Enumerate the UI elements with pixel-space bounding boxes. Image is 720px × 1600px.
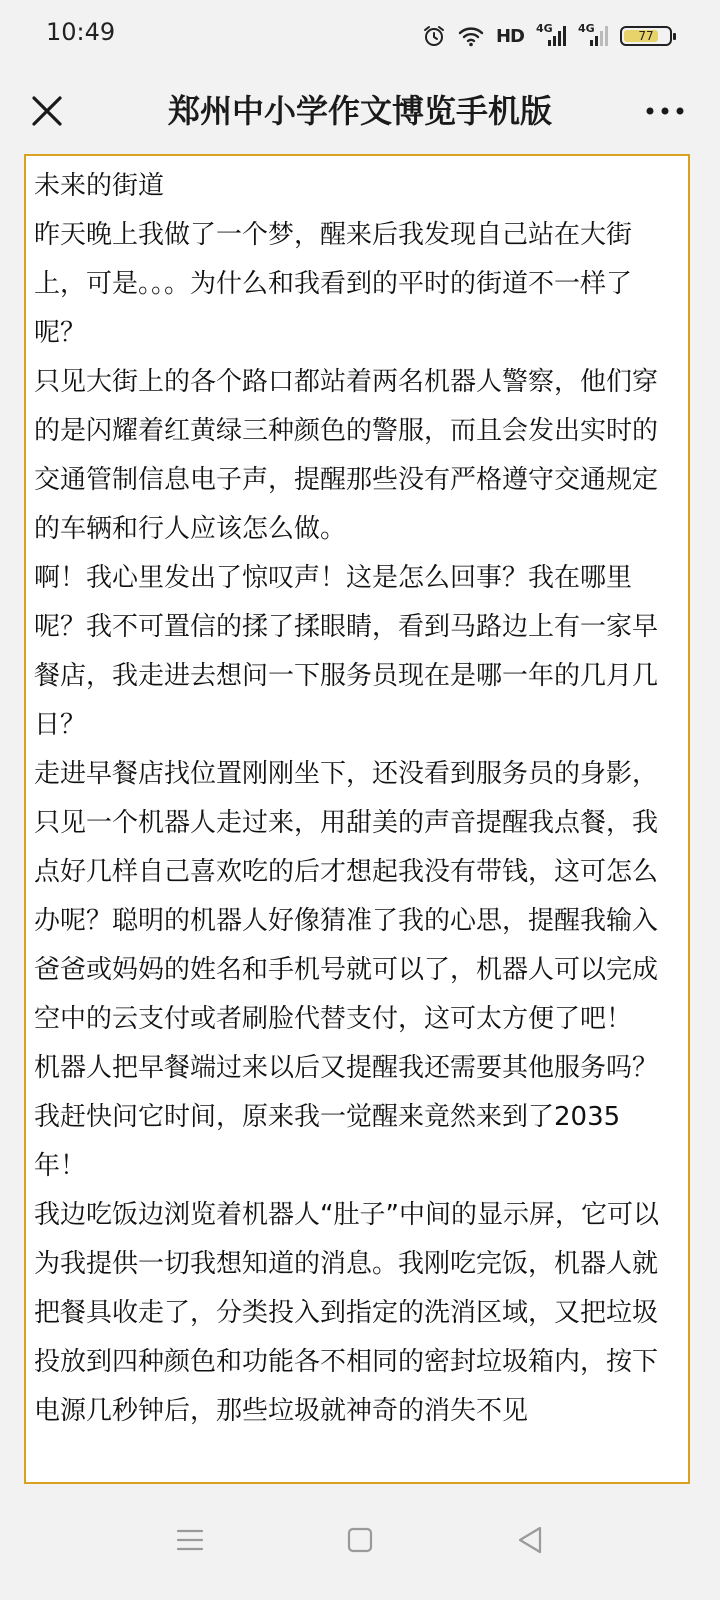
alarm-icon [422, 24, 446, 48]
home-icon [342, 1522, 378, 1558]
menu-button[interactable] [172, 1522, 208, 1558]
status-time: 10:49 [46, 18, 116, 46]
signal-icon [536, 24, 566, 48]
back-icon [512, 1522, 548, 1558]
more-icon [640, 86, 690, 136]
hd-label: HD [495, 25, 524, 47]
wifi-icon [458, 25, 484, 47]
close-icon [22, 86, 72, 136]
article-paragraph: 啊！我心里发出了惊叹声！这是怎么回事？我在哪里呢？我不可置信的揉了揉眼睛，看到马路边上有一家早餐店，我走进去想问一下服务员现在是哪一年的几月几日？ [34, 563, 659, 740]
battery-icon [620, 26, 672, 46]
status-icons [422, 22, 672, 50]
article-paragraph: 我边吃饭边浏览着机器人“肚子”中间的显示屏，它可以为我提供一切我想知道的消息。我刚吃完饭，机器人就把餐具收走了，分类投入到指定的洗消区域，又把垃圾投放到四种颜色和功能各不相同的密封垃圾箱内，按下电源几秒钟后，那些垃圾就神奇的消失不见 [34, 1200, 659, 1426]
home-button[interactable] [342, 1522, 378, 1558]
battery-level: 77 [638, 29, 654, 43]
article-paragraph: 只见大街上的各个路口都站着两名机器人警察，他们穿的是闪耀着红黄绿三种颜色的警服，而且会发出实时的交通管制信息电子声，提醒那些没有严格遵守交通规定的车辆和行人应该怎么做。 [34, 367, 659, 544]
article-paragraph: 昨天晚上我做了一个梦，醒来后我发现自己站在大街上，可是。。。为什么和我看到的平时的街道不一样了呢？ [34, 220, 633, 348]
signal-label: 4G [536, 22, 553, 35]
article-paragraph: 走进早餐店找位置刚刚坐下，还没看到服务员的身影，只见一个机器人走过来，用甜美的声音提醒我点餐，我点好几样自己喜欢吃的后才想起我没有带钱，这可怎么办呢？聪明的机器人好像猜准了我的心思，提醒我输入爸爸或妈妈的姓名和手机号就可以了，机器人可以完成空中的云支付或者刷脸代替支付，这可太方便了吧！ [34, 759, 659, 1034]
more-button[interactable] [640, 86, 690, 136]
article-body [26, 156, 688, 1436]
signal-icon-2 [578, 24, 608, 48]
nav-bar [0, 72, 720, 152]
article-paragraph: 机器人把早餐端过来以后又提醒我还需要其他服务吗？我赶快问它时间，原来我一觉醒来竟然来到了2035年！ [34, 1053, 659, 1181]
page-title: 郑州中小学作文博览手机版 [167, 92, 552, 130]
back-button[interactable] [512, 1522, 548, 1558]
article-frame [24, 154, 690, 1484]
status-bar [0, 0, 720, 72]
close-button[interactable] [22, 86, 72, 136]
article-title: 未来的街道 [34, 171, 165, 201]
menu-icon [172, 1522, 208, 1558]
signal-label-2: 4G [578, 22, 595, 35]
system-nav-bar [0, 1484, 720, 1600]
